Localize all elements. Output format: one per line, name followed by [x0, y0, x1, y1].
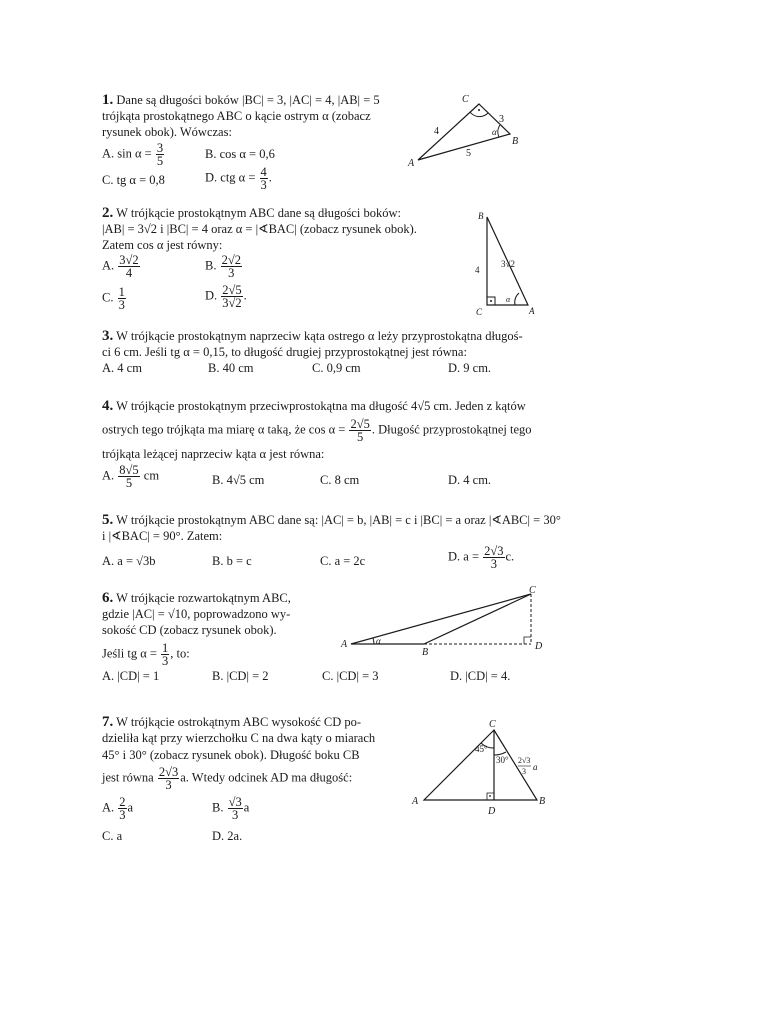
question-number: 2.: [102, 205, 114, 221]
question-text: W trójkącie prostokątnym ABC dane są: |AC| = b, |AB| = c i |BC| = a oraz |∢ABC| = 30°: [116, 513, 561, 527]
vertex-label-b: B: [478, 211, 484, 221]
question-text: sokość CD (zobacz rysunek obok).: [102, 623, 277, 637]
answer-option-b[interactable]: B. cos α = 0,6: [205, 147, 275, 161]
question-text: gdzie |AC| = √10, poprowadzono wy-: [102, 607, 291, 621]
triangle-outline: [424, 730, 537, 800]
vertex-label-a: A: [341, 639, 348, 650]
answer-option-d[interactable]: D. a = $\frac{2√3}{3}$ c.: [448, 544, 515, 571]
triangle-figure-7: [405, 715, 555, 825]
angle-label-30: 30°: [496, 755, 509, 765]
fraction: $\frac{2√5}{5}$: [350, 417, 370, 444]
question-text: W trójkącie ostrokątnym ABC wysokość CD po-: [116, 715, 362, 729]
vertex-label-c: C: [476, 307, 483, 317]
question-text: W trójkącie prostokątnym naprzeciw kąta ostrego α leży przyprostokątna długoś-: [116, 329, 523, 343]
fraction: $\frac{1}{3}$: [118, 285, 125, 312]
answer-option-a[interactable]: A. $\frac{8√5}{5}$ cm: [102, 463, 160, 490]
angle-label: α: [506, 295, 511, 304]
triangle-figure-1: [400, 90, 530, 170]
side-label: 3√2: [501, 259, 515, 269]
answer-option-c[interactable]: C. 8 cm: [320, 473, 360, 487]
side-label: 5: [466, 148, 471, 159]
fraction: $\frac{2√2}{3}$: [221, 253, 241, 280]
question-number: 3.: [102, 328, 114, 344]
question-text: ci 6 cm. Jeśli tg α = 0,15, to długość drugiej przyprostokątnej jest równa:: [102, 345, 467, 359]
answer-option-a[interactable]: A. |CD| = 1: [102, 669, 160, 683]
answer-option-d[interactable]: D. 9 cm.: [448, 361, 492, 375]
question-text: Zatem cos α jest równy:: [102, 238, 223, 252]
vertex-label-a: A: [408, 158, 415, 169]
angle-label: α: [492, 127, 497, 137]
side-label: 4: [434, 126, 439, 137]
angle-arc: [373, 638, 374, 644]
question-text: trójkąta prostokątnego ABC o kącie ostrym α (zobacz: [102, 109, 371, 123]
vertex-label-a: A: [529, 306, 535, 316]
question-text: Jeśli tg α = $\frac{1}{3}$ , to:: [102, 641, 190, 668]
triangle-figure-6: [336, 583, 556, 658]
right-angle-mark: [524, 637, 531, 644]
triangle-figure-2: [462, 205, 542, 320]
question-text: 45° i 30° (zobacz rysunek obok). Długość boku CB: [102, 748, 360, 762]
fraction: $\frac{2}{3}$: [119, 795, 126, 822]
right-angle-mark: [470, 112, 488, 117]
answer-option-d[interactable]: D. 2a.: [212, 829, 243, 843]
question-text: W trójkącie rozwartokątnym ABC,: [116, 591, 291, 605]
question-number: 4.: [102, 398, 114, 414]
side-label-den: 3: [522, 767, 526, 776]
vertex-label-b: B: [512, 136, 519, 147]
answer-option-c[interactable]: C. tg α = 0,8: [102, 173, 165, 187]
vertex-label-c: C: [462, 94, 469, 105]
answer-option-a[interactable]: A. sin α = $\frac{3}{5}$: [102, 141, 164, 168]
answer-option-a[interactable]: A. a = √3b: [102, 554, 156, 568]
answer-option-b[interactable]: B. $\frac{2√2}{3}$: [205, 253, 241, 280]
question-text: i |∢BAC| = 90°. Zatem:: [102, 529, 223, 543]
vertex-label-b: B: [422, 647, 429, 658]
answer-option-c[interactable]: C. a = 2c: [320, 554, 366, 568]
answer-option-c[interactable]: C. |CD| = 3: [322, 669, 379, 683]
question-text: Dane są długości boków |BC| = 3, |AC| = 4, |AB| = 5: [116, 93, 380, 107]
fraction: $\frac{3√2}{4}$: [119, 253, 139, 280]
fraction: $\frac{2√3}{3}$: [484, 544, 504, 571]
question-number: 1.: [102, 92, 114, 108]
fraction: $\frac{2√5}{3√2}$: [222, 283, 242, 310]
answer-option-d[interactable]: D. 4 cm.: [448, 473, 492, 487]
question-text: rysunek obok). Wówczas:: [102, 125, 232, 139]
answer-option-d[interactable]: D. $\frac{2√5}{3√2}$ .: [205, 283, 247, 310]
angle-arc: [498, 125, 500, 137]
fraction: $\frac{3}{5}$: [156, 141, 164, 168]
answer-option-b[interactable]: B. 4√5 cm: [212, 473, 265, 487]
vertex-label-d: D: [535, 641, 543, 652]
answer-option-d[interactable]: D. |CD| = 4.: [450, 669, 511, 683]
question-text: W trójkącie prostokątnym ABC dane są długości boków:: [116, 206, 401, 220]
fraction: $\frac{1}{3}$: [162, 641, 169, 668]
side-label: 4: [475, 265, 480, 275]
question-text: trójkąta leżącej naprzeciw kąta α jest równa:: [102, 447, 325, 461]
angle-label: α: [376, 636, 381, 646]
question-number: 6.: [102, 590, 114, 606]
question-number: 7.: [102, 714, 114, 730]
answer-option-c[interactable]: C. a: [102, 829, 123, 843]
answer-option-b[interactable]: B. |CD| = 2: [212, 669, 269, 683]
question-text: |AB| = 3√2 i |BC| = 4 oraz α = |∢BAC| (zobacz rysunek obok).: [102, 222, 417, 236]
answer-option-b[interactable]: B. b = c: [212, 554, 252, 568]
answer-option-b[interactable]: B. 40 cm: [208, 361, 254, 375]
fraction: $\frac{4}{3}$: [260, 165, 267, 192]
vertex-label-b: B: [539, 796, 546, 807]
question-text: W trójkącie prostokątnym przeciwprostokątna ma długość 4√5 cm. Jeden z kątów: [116, 399, 526, 413]
fraction: $\frac{2√3}{3}$: [158, 765, 179, 792]
fraction: $\frac{8√5}{5}$: [119, 463, 139, 490]
question-text: ostrych tego trójkąta ma miarę α taką, że cos α = $\frac{2√5}{5}$ . Długość przyprostokątnej tego: [102, 417, 532, 444]
angle-label-45: 45°: [475, 744, 488, 754]
vertex-label-a: A: [412, 796, 419, 807]
vertex-label-c: C: [529, 585, 536, 596]
question-text: dzieliła kąt przy wierzchołku C na dwa kąty o miarach: [102, 731, 376, 745]
answer-option-c[interactable]: C. $\frac{1}{3}$: [102, 285, 125, 312]
question-text: jest równa $\frac{2√3}{3}$ a. Wtedy odcinek AD ma długość:: [102, 765, 353, 792]
answer-option-d[interactable]: D. ctg α = $\frac{4}{3}$ .: [205, 165, 272, 192]
answer-option-c[interactable]: C. 0,9 cm: [312, 361, 361, 375]
vertex-label-d: D: [488, 806, 496, 817]
answer-option-a[interactable]: A. 4 cm: [102, 361, 142, 375]
vertex-label-c: C: [489, 719, 496, 730]
fraction: $\frac{√3}{3}$: [228, 795, 242, 822]
answer-option-a[interactable]: A. $\frac{3√2}{4}$: [102, 253, 139, 280]
answer-option-b[interactable]: B. $\frac{√3}{3}$ a: [212, 795, 250, 822]
answer-option-a[interactable]: A. $\frac{2}{3}$ a: [102, 795, 134, 822]
side-label: 3: [499, 114, 504, 125]
side-label-var: a: [533, 762, 538, 772]
angle-arc: [515, 293, 519, 305]
question-number: 5.: [102, 512, 114, 528]
side-label-num: 2√3: [518, 756, 531, 765]
